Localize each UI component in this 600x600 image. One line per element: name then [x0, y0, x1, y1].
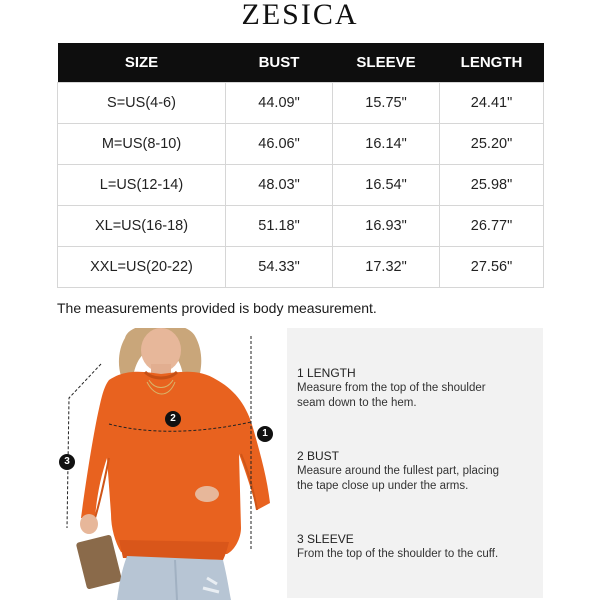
table-header-row	[58, 43, 544, 83]
cell-sleeve: 16.54"	[333, 165, 440, 206]
measurement-note: The measurements provided is body measurement.	[57, 300, 377, 316]
cell-length: 25.20"	[440, 124, 544, 165]
cell-sleeve: 16.14"	[333, 124, 440, 165]
measure-guide-panel	[287, 328, 543, 598]
header-size: SIZE	[58, 43, 226, 83]
cell-length: 24.41"	[440, 83, 544, 124]
guide-sleeve	[297, 532, 537, 562]
marker-sleeve: 3	[59, 454, 75, 470]
guide-length-desc-line1: Measure from the top of the shoulder	[297, 382, 486, 394]
cell-length: 26.77"	[440, 206, 544, 247]
guide-bust-title: 2 BUST	[297, 449, 340, 463]
model-photo	[57, 328, 287, 600]
size-chart-table	[57, 43, 544, 288]
marker-bust: 2	[165, 411, 181, 427]
header-sleeve: SLEEVE	[333, 43, 440, 83]
table-row	[58, 165, 544, 206]
cell-bust: 54.33"	[226, 247, 333, 288]
cell-sleeve: 16.93"	[333, 206, 440, 247]
guide-sleeve-title: 3 SLEEVE	[297, 532, 354, 546]
cell-size: L=US(12-14)	[58, 165, 226, 206]
guide-bust-desc-line1: Measure around the fullest part, placing	[297, 465, 500, 477]
cell-size: XL=US(16-18)	[58, 206, 226, 247]
guide-length	[297, 366, 537, 411]
cell-size: M=US(8-10)	[58, 124, 226, 165]
cell-sleeve: 17.32"	[333, 247, 440, 288]
guide-bust	[297, 449, 537, 494]
table-row	[58, 124, 544, 165]
cell-bust: 48.03"	[226, 165, 333, 206]
cell-length: 25.98"	[440, 165, 544, 206]
model-illustration	[57, 328, 287, 600]
guide-length-desc-line2: seam down to the hem.	[297, 397, 417, 409]
table-row	[58, 206, 544, 247]
header-bust: BUST	[226, 43, 333, 83]
table-row	[58, 83, 544, 124]
cell-bust: 46.06"	[226, 124, 333, 165]
cell-bust: 51.18"	[226, 206, 333, 247]
cell-size: S=US(4-6)	[58, 83, 226, 124]
header-length: LENGTH	[440, 43, 544, 83]
guide-length-title: 1 LENGTH	[297, 366, 356, 380]
marker-length: 1	[257, 426, 273, 442]
table-row	[58, 247, 544, 288]
brand-logo: ZESICA	[241, 0, 359, 31]
guide-sleeve-desc-line1: From the top of the shoulder to the cuff.	[297, 548, 499, 560]
cell-bust: 44.09"	[226, 83, 333, 124]
guide-bust-desc-line2: the tape close up under the arms.	[297, 480, 469, 492]
cell-size: XXL=US(20-22)	[58, 247, 226, 288]
cell-length: 27.56"	[440, 247, 544, 288]
cell-sleeve: 15.75"	[333, 83, 440, 124]
